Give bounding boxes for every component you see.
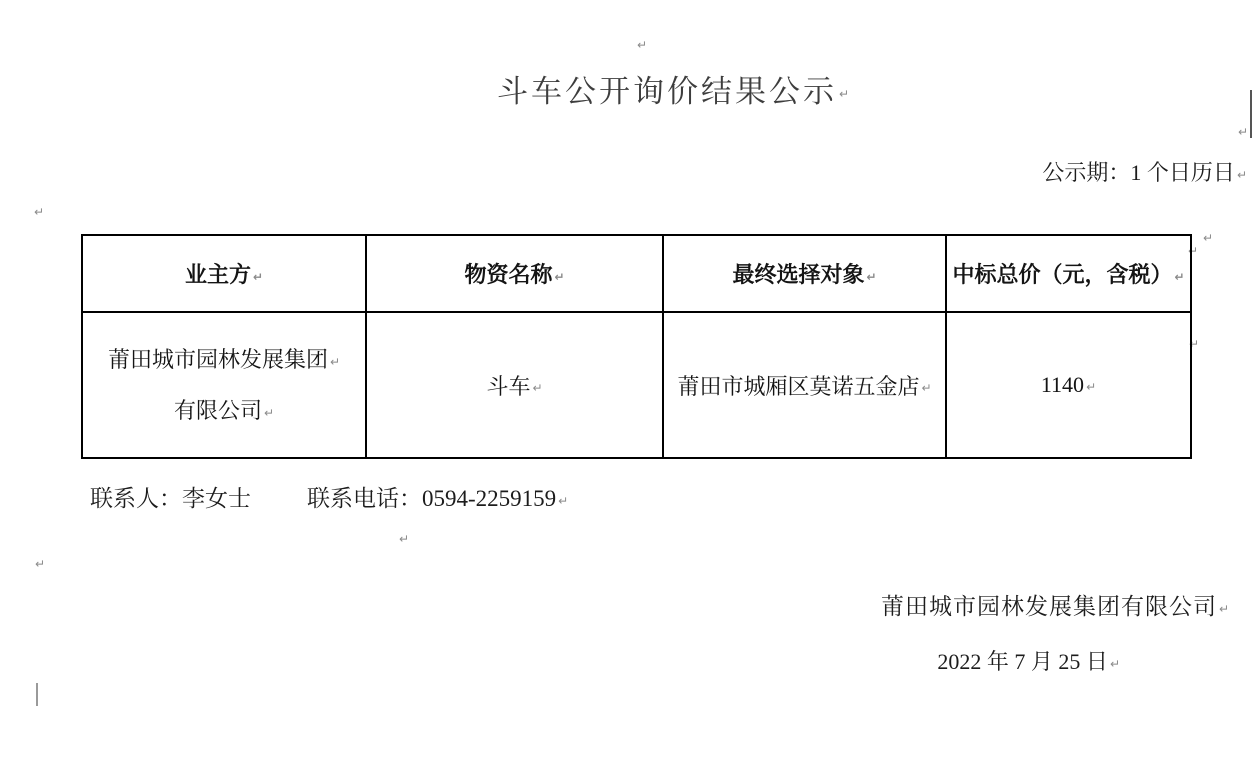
signature-date-line	[937, 645, 1120, 676]
contact-person-text: 联系人：李女士	[90, 486, 251, 511]
page-title	[497, 66, 852, 111]
paragraph-mark-icon: ↵	[399, 532, 410, 546]
paragraph-mark-icon: ↵	[554, 269, 565, 284]
winning-price-text: 1140	[1040, 372, 1085, 397]
right-edge-bar	[1250, 90, 1252, 138]
col-header-selected	[663, 235, 946, 312]
col-header-selected-text: 最终选择对象	[732, 262, 865, 287]
signature-company-text: 莆田城市园林发展集团有限公司	[880, 594, 1217, 619]
paragraph-mark-icon: ↵	[1218, 601, 1230, 616]
cell-owner	[82, 312, 366, 458]
selected-supplier-text: 莆田市城厢区莫诺五金店	[677, 373, 920, 399]
table-header-row	[82, 235, 1191, 312]
paragraph-mark-icon: ↵	[866, 269, 877, 284]
contact-line	[90, 480, 568, 513]
publicity-period-text: 公示期：1 个日历日	[1042, 160, 1235, 185]
paragraph-mark-icon: ↵	[558, 493, 569, 508]
cell-winning-price	[946, 312, 1191, 458]
paragraph-mark-icon: ↵	[1236, 167, 1247, 182]
paragraph-mark-icon: ↵	[1188, 244, 1199, 258]
inquiry-results-table	[81, 234, 1192, 459]
table-data-row	[82, 312, 1191, 458]
cell-selected-supplier	[663, 312, 946, 458]
paragraph-mark-icon: ↵	[35, 557, 46, 571]
paragraph-mark-icon: ↵	[263, 405, 275, 420]
paragraph-mark-icon: ↵	[34, 205, 45, 219]
paragraph-mark-icon: ↵	[329, 354, 341, 369]
page-title-text: 斗车公开询价结果公示	[497, 74, 837, 109]
paragraph-mark-icon: ↵	[1109, 656, 1120, 671]
col-header-price-text: 中标总价（元，含税）	[952, 262, 1173, 287]
col-header-owner	[82, 235, 366, 312]
paragraph-mark-icon: ↵	[1174, 269, 1185, 284]
cell-material	[366, 312, 663, 458]
col-header-owner-text: 业主方	[184, 262, 251, 287]
col-header-material-text: 物资名称	[464, 262, 553, 287]
paragraph-mark-icon: ↵	[532, 381, 543, 396]
paragraph-mark-icon: ↵	[839, 86, 853, 101]
paragraph-mark-icon: ↵	[1203, 231, 1214, 245]
left-margin-bar	[36, 683, 38, 706]
owner-line2-text: 有限公司	[173, 398, 262, 423]
paragraph-mark-icon: ↵	[1189, 337, 1200, 351]
publicity-period-line	[1042, 156, 1247, 187]
paragraph-mark-icon: ↵	[1238, 125, 1249, 139]
paragraph-mark-icon: ↵	[252, 269, 264, 284]
material-text: 斗车	[486, 373, 531, 399]
paragraph-mark-icon: ↵	[1086, 379, 1097, 394]
owner-line1-text: 莆田城市园林发展集团	[107, 347, 328, 372]
paragraph-mark-icon: ↵	[637, 38, 648, 52]
contact-phone-text: 联系电话：0594-2259159	[307, 486, 557, 511]
col-header-material	[366, 235, 663, 312]
col-header-price	[946, 235, 1191, 312]
paragraph-mark-icon: ↵	[921, 381, 932, 396]
signature-date-text: 2022 年 7 月 25 日	[937, 649, 1108, 674]
signature-company-line	[881, 588, 1230, 621]
